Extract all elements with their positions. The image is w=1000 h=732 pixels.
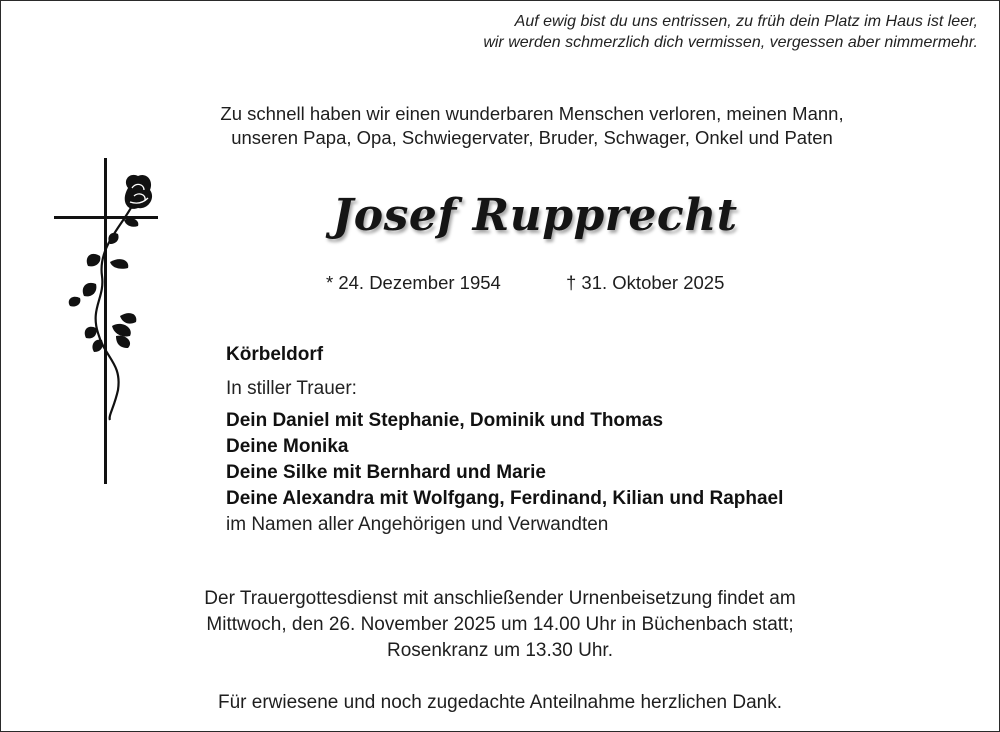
service-info bbox=[0, 586, 1000, 664]
mourning-heading: In stiller Trauer: bbox=[226, 378, 357, 399]
service-line-2: Mittwoch, den 26. November 2025 um 14.00 Uhr in Büchenbach statt; bbox=[206, 614, 794, 635]
motto-line-2: wir werden schmerzlich dich vermissen, vergessen aber nimmermehr. bbox=[483, 34, 978, 51]
motto-line-1: Auf ewig bist du uns entrissen, zu früh dein Platz im Haus ist leer, bbox=[514, 13, 978, 30]
family-member: Dein Daniel mit Stephanie, Dominik und Thomas bbox=[226, 410, 664, 431]
service-line-3: Rosenkranz um 13.30 Uhr. bbox=[386, 640, 613, 661]
motto-verse bbox=[483, 11, 978, 53]
thanks-note: Für erwiesene und noch zugedachte Anteilnahme herzlichen Dank. bbox=[217, 692, 783, 713]
family-member: Deine Silke mit Bernhard und Marie bbox=[226, 462, 546, 483]
family-list bbox=[226, 408, 783, 512]
intro-line-1: Zu schnell haben wir einen wunderbaren Menschen verloren, meinen Mann, bbox=[220, 103, 844, 124]
birth-date: * 24. Dezember 1954 bbox=[326, 272, 501, 293]
intro-text bbox=[0, 102, 1000, 150]
mourners-block bbox=[226, 342, 783, 538]
deceased-name: Josef Rupprecht bbox=[332, 190, 738, 241]
family-member: Deine Alexandra mit Wolfgang, Ferdinand, Kilian und Raphael bbox=[226, 488, 784, 509]
family-member: Deine Monika bbox=[226, 436, 349, 457]
death-date: † 31. Oktober 2025 bbox=[566, 272, 725, 293]
relatives-note: im Namen aller Angehörigen und Verwandten bbox=[226, 514, 609, 535]
place-name: Körbeldorf bbox=[226, 344, 324, 365]
service-line-1: Der Trauergottesdienst mit anschließender Urnenbeisetzung findet am bbox=[204, 588, 796, 609]
intro-line-2: unseren Papa, Opa, Schwiegervater, Bruder, Schwager, Onkel und Paten bbox=[231, 127, 833, 148]
